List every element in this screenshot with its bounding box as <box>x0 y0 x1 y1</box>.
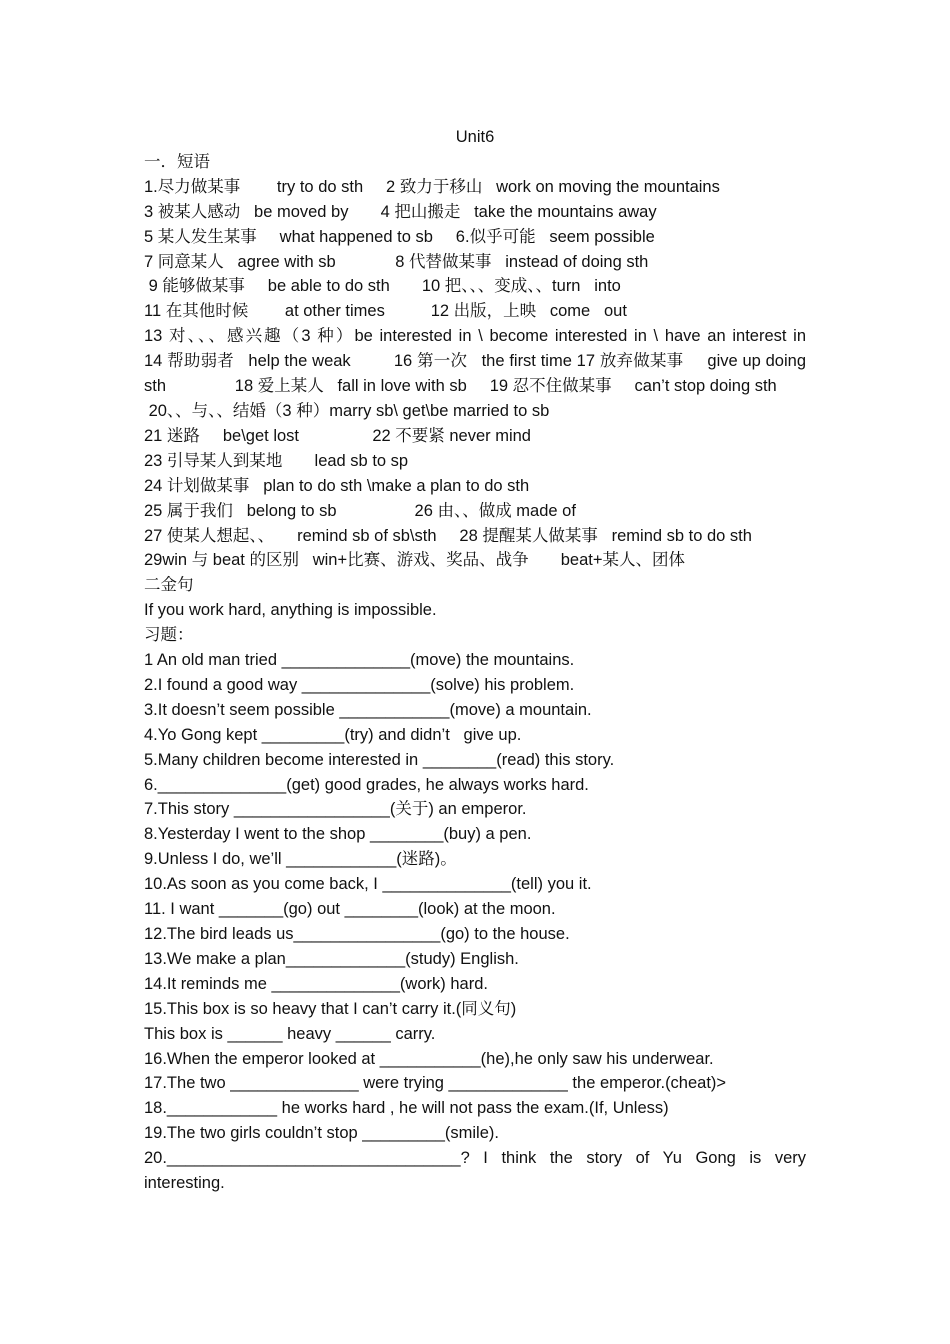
exercise-item-20: 20.________________________________? I think the story of Yu Gong is very interesting. <box>144 1149 811 1193</box>
document-body <box>144 125 926 1196</box>
exercise-item: 16.When the emperor looked at ___________(he),he only saw his underwear. <box>144 1049 714 1068</box>
exercise-item: 12.The bird leads us________________(go) to the house. <box>144 925 570 943</box>
exercise-item: 11. I want _______(go) out ________(look) at the moon. <box>144 900 556 919</box>
phrase-line: 24 计划做某事 plan to do sth \make a plan to do sth <box>144 476 530 495</box>
golden-sentence: If you work hard, anything is impossible. <box>144 601 437 620</box>
exercise-item: 3.It doesn’t seem possible ____________(move) a mountain. <box>144 700 592 719</box>
exercise-item: 13.We make a plan_____________(study) English. <box>144 949 519 968</box>
phrase-line: 5 某人发生某事 what happened to sb 6.似乎可能 seem possible <box>144 227 655 246</box>
section-heading-sentences: 二金句 <box>144 576 194 595</box>
exercise-item: 4.Yo Gong kept _________(try) and didn’t give up. <box>144 725 522 744</box>
phrase-line: 11 在其他时候 at other times 12 出版，上映 come out <box>144 302 627 321</box>
phrase-line: 23 引导某人到某地 lead sb to sp <box>144 451 409 470</box>
phrase-line: 21 迷路 be\get lost 22 不要紧 never mind <box>144 426 531 445</box>
phrase-line: 29win 与 beat 的区别 win+比赛、游戏、奖品、战争 beat+某人、团体 <box>144 551 685 570</box>
exercise-item: 14.It reminds me ______________(work) hard. <box>144 974 488 993</box>
exercise-item: 6.______________(get) good grades, he always works hard. <box>144 775 589 794</box>
phrase-line: 1.尽力做某事 try to do sth 2 致力于移山 work on moving the mountains <box>144 177 720 196</box>
exercises-heading: 习题： <box>144 626 194 645</box>
phrase-line: 27 使某人想起、、 remind sb of sb\sth 28 提醒某人做某事 remind sb to do sth <box>144 526 752 545</box>
exercise-item: 17.The two ______________ were trying _____________ the emperor.(cheat)> <box>144 1074 727 1093</box>
exercise-item: This box is ______ heavy ______ carry. <box>144 1024 436 1043</box>
exercise-item: 5.Many children become interested in ________(read) this story. <box>144 750 615 769</box>
exercise-item: 18.____________ he works hard , he will not pass the exam.(If, Unless) <box>144 1099 669 1118</box>
phrase-paragraph: 13 对、、、感兴趣（3 种）be interested in \ become interested in \ have an interest in 14 帮助弱者 help the weak 16 第一次 the first time 17 放弃做某事 give up doing sth 18 爱上某人 fall in love with sb 19 忍不住做某事 can’t stop doing sth <box>144 327 926 396</box>
phrase-line: 25 属于我们 belong to sb 26 由、、做成 made of <box>144 501 576 520</box>
exercise-item: 7.This story _________________(关于) an emperor. <box>144 800 527 819</box>
phrase-line: 3 被某人感动 be moved by 4 把山搬走 take the mountains away <box>144 202 657 221</box>
document-title: Unit6 <box>455 128 495 146</box>
phrase-line: 20、、与、、结婚（3 种）marry sb\ get\be married to sb <box>144 401 550 420</box>
exercise-item: 2.I found a good way ______________(solve) his problem. <box>144 675 575 694</box>
exercise-item: 10.As soon as you come back, I ______________(tell) you it. <box>144 875 592 894</box>
exercise-item: 15.This box is so heavy that I can’t carry it.(同义句) <box>144 999 517 1018</box>
exercise-item: 8.Yesterday I went to the shop ________(buy) a pen. <box>144 825 532 844</box>
exercise-item: 19.The two girls couldn’t stop _________(smile). <box>144 1124 499 1143</box>
section-heading-phrases: 一．短语 <box>144 152 210 171</box>
phrase-line: 9 能够做某事 be able to do sth 10 把、、、变成、、turn into <box>144 277 621 296</box>
exercise-item: 1 An old man tried ______________(move) the mountains. <box>144 651 575 670</box>
exercise-item: 9.Unless I do, we’ll ____________(迷路)。 <box>144 850 457 869</box>
phrase-line: 7 同意某人 agree with sb 8 代替做某事 instead of doing sth <box>144 252 649 271</box>
